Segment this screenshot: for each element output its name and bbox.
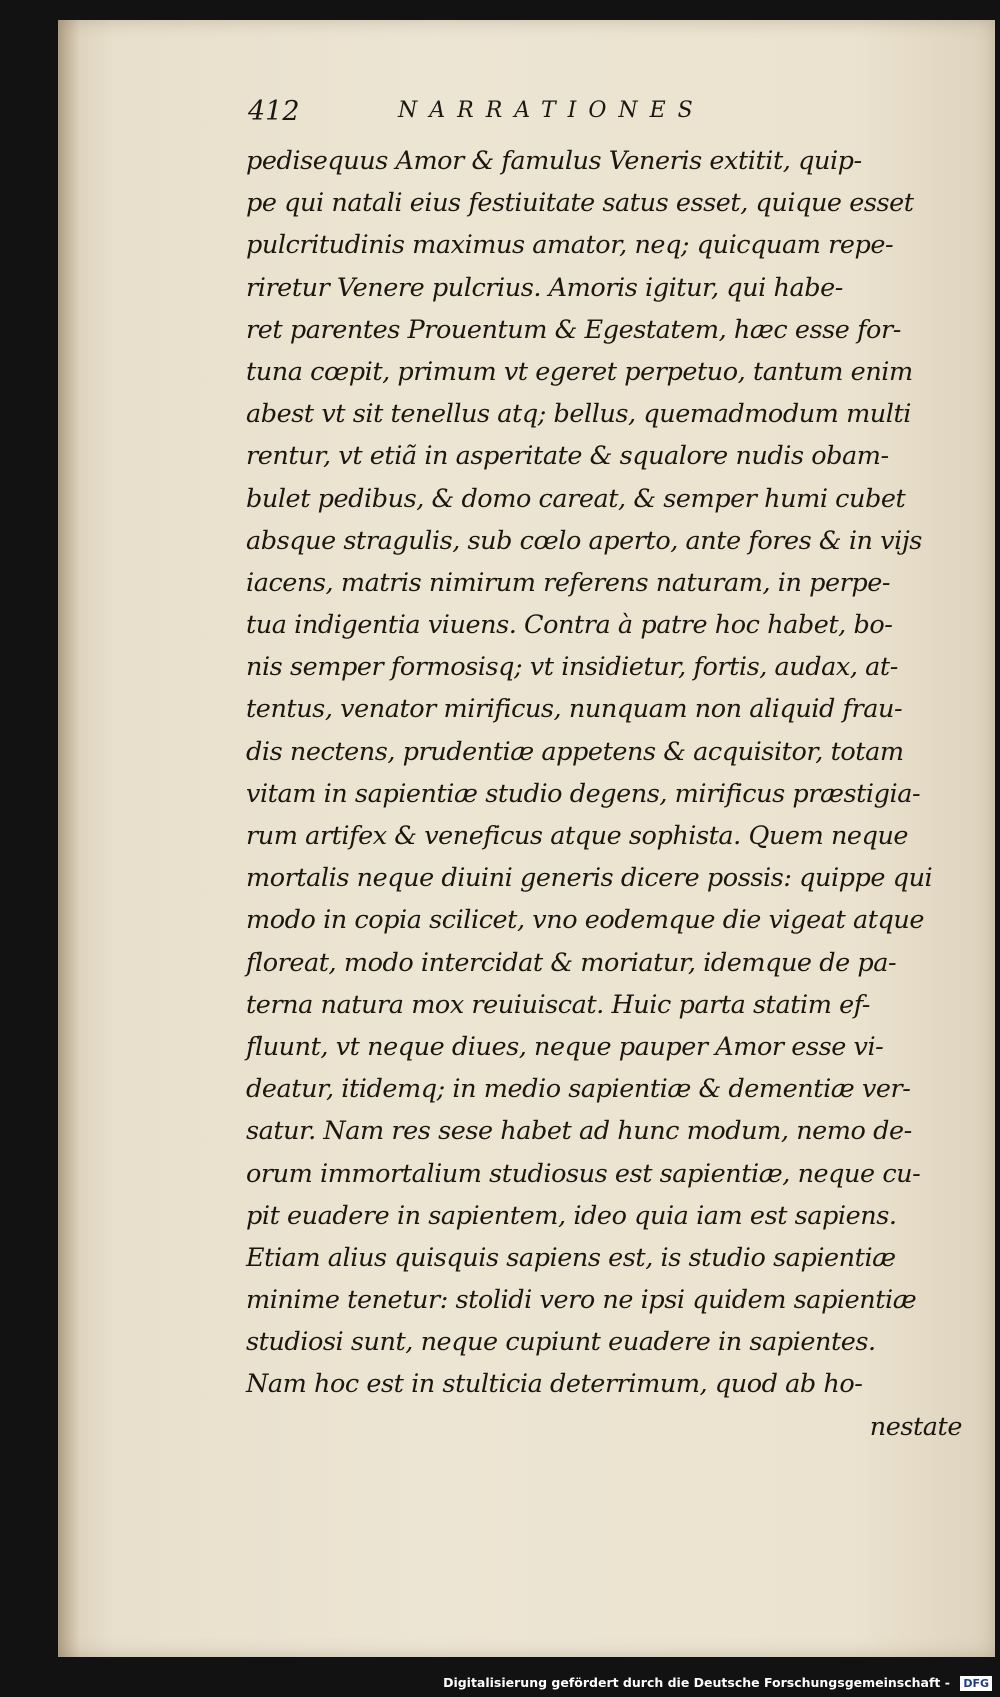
text-line: bulet pedibus, & domo careat, & semper humi cubet xyxy=(246,483,906,514)
page-header xyxy=(248,96,808,130)
text-line: riretur Venere pulcrius. Amoris igitur, qui habe- xyxy=(246,272,843,303)
text-line: nis semper formosisq; vt insidietur, fortis, audax, at- xyxy=(246,652,898,683)
text-line: tua indigentia viuens. Contra à patre hoc habet, bo- xyxy=(246,610,893,641)
text-line: abest vt sit tenellus atq; bellus, quemadmodum multi xyxy=(246,399,911,430)
catchword: nestate xyxy=(869,1411,962,1442)
text-line: rum artifex & veneficus atque sophista. Quem neque xyxy=(246,821,909,851)
text-line: tentus, venator mirificus, nunquam non aliquid frau- xyxy=(246,694,903,725)
text-line: mortalis neque diuini generis dicere possis: quippe qui xyxy=(246,863,933,894)
text-line: fluunt, vt neque diues, neque pauper Amor esse vi- xyxy=(246,1031,884,1062)
text-line: floreat, modo intercidat & moriatur, idemque de pa- xyxy=(246,947,897,978)
text-line: Etiam alius quisquis sapiens est, is studio sapientiæ xyxy=(246,1242,896,1273)
text-line: tuna cœpit, primum vt egeret perpetuo, tantum enim xyxy=(246,356,913,387)
text-line: deatur, itidemq; in medio sapientiæ & dementiæ ver- xyxy=(246,1074,911,1105)
page-number: 412 xyxy=(248,96,300,127)
text-line: pe qui natali eius festiuitate satus esset, quique esset xyxy=(246,188,914,219)
text-line: terna natura mox reuiuiscat. Huic parta statim ef- xyxy=(246,989,870,1020)
text-line: satur. Nam res sese habet ad hunc modum, nemo de- xyxy=(246,1116,912,1147)
text-line: pedisequus Amor & famulus Veneris extitit, quip- xyxy=(246,146,862,176)
dfg-logo: DFG xyxy=(960,1676,992,1691)
text-line: iacens, matris nimirum referens naturam, in perpe- xyxy=(246,567,891,598)
text-line: dis nectens, prudentiæ appetens & acquisitor, totam xyxy=(246,736,904,767)
text-line: ret parentes Prouentum & Egestatem, hæc esse for- xyxy=(246,314,901,345)
text-line: modo in copia scilicet, vno eodemque die vigeat atque xyxy=(246,905,924,936)
credit-text: Digitalisierung gefördert durch die Deutsche Forschungsgemeinschaft - xyxy=(443,1675,950,1690)
text-line: vitam in sapientiæ studio degens, mirificus præstigia- xyxy=(246,778,921,809)
body-text xyxy=(246,140,966,1448)
digitization-credit xyxy=(443,1672,992,1694)
text-line: pulcritudinis maximus amator, neq; quicquam repe- xyxy=(246,230,894,261)
text-line: Nam hoc est in stulticia deterrimum, quod ab ho- xyxy=(246,1369,863,1400)
page-gutter-shadow xyxy=(58,20,80,1657)
text-line: orum immortalium studiosus est sapientiæ, neque cu- xyxy=(246,1158,921,1189)
text-line: rentur, vt etiã in asperitate & squalore nudis obam- xyxy=(246,441,889,472)
text-line: studiosi sunt, neque cupiunt euadere in sapientes. xyxy=(246,1327,876,1358)
running-head: NARRATIONES xyxy=(398,98,705,123)
text-line: minime tenetur: stolidi vero ne ipsi quidem sapientiæ xyxy=(246,1285,917,1316)
text-line: pit euadere in sapientem, ideo quia iam est sapiens. xyxy=(246,1200,897,1231)
text-line: absque stragulis, sub cœlo aperto, ante fores & in vijs xyxy=(246,525,922,556)
